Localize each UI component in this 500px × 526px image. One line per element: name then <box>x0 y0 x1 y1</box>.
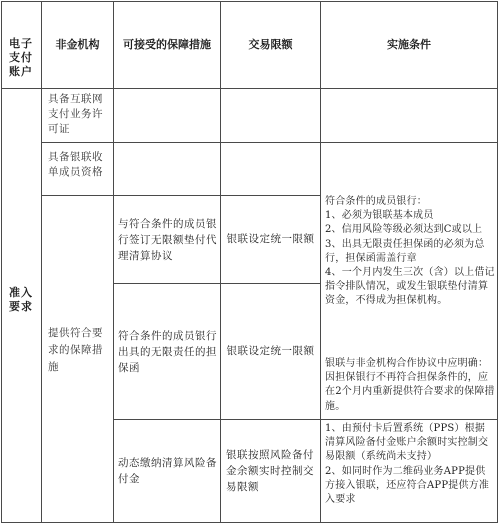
header-acceptable-measures <box>114 2 220 88</box>
measure-advance-settlement-agreement <box>118 196 218 283</box>
condition-bank-item-2: 2、信用风险等级必须达到C或以上 <box>325 224 483 236</box>
institution-unionpay-member <box>48 150 110 190</box>
measure-dynamic-reserve-deposit <box>118 420 218 522</box>
header-col5-label: 实施条件 <box>387 38 431 51</box>
institution-internet-text: 具备互联网支付业务许可证 <box>48 93 103 135</box>
condition-bank-item-1: 1、必须为银联基本成员 <box>325 210 434 222</box>
limit-realtime-reserve <box>226 420 318 522</box>
measure-1-text: 与符合条件的成员银行签订无限额垫付代理清算协议 <box>118 217 217 262</box>
row-label-text: 准入要求 <box>9 286 33 313</box>
header-implementation-conditions <box>321 2 497 88</box>
limit-unified-1 <box>222 196 319 283</box>
condition-bank-item-3: 3、出具无限责任担保函的必须为总行，担保函需盖行章 <box>325 238 485 264</box>
measure-2-text: 符合条件的成员银行出具的无限责任的担保函 <box>118 329 217 374</box>
limit-3-text: 银联按照风险备付金余额实时控制交易限额 <box>226 449 314 493</box>
measure-3-text: 动态缴纳清算风险备付金 <box>118 457 217 485</box>
header-col2-label: 非金机构 <box>55 38 100 51</box>
condition-agreement-note <box>325 357 495 417</box>
header-transaction-limit <box>221 2 320 88</box>
institution-guarantee-measures <box>48 320 110 380</box>
row-label-access-requirements <box>6 280 36 320</box>
header-col1-label: 电子支付账户 <box>9 37 33 78</box>
header-col4-label: 交易限额 <box>248 38 293 51</box>
header-electronic-account <box>4 30 38 86</box>
measure-unlimited-guarantee-letter <box>118 284 218 419</box>
condition-bank-intro: 符合条件的成员银行： <box>325 196 427 207</box>
condition-bank-item-4: 4、一个月内发生三次（含）以上借记指令排队情况，或发生银联垫付清算资金，不得成为担保机构。 <box>325 267 495 307</box>
institution-internet-payment-license <box>48 92 110 140</box>
header-col3-label: 可接受的保障措施 <box>123 38 211 51</box>
header-non-financial-institution <box>42 2 113 88</box>
limit-unified-2 <box>222 284 319 419</box>
conditions-bank-block <box>325 195 495 355</box>
limit-2-text: 银联设定统一限额 <box>226 345 315 357</box>
condition-prefund-item-2: 2、如同时作为二维码业务APP提供方接入银联，还应符合APP提供方准入要求 <box>325 465 490 506</box>
institution-guarantee-text: 提供符合要求的保障措施 <box>48 326 103 373</box>
agreement-note-text: 银联与非金机构合作协议中应明确：因担保银行不再符合担保条件的，应在2个月内重新提供符合要求的保障措施。 <box>325 358 495 412</box>
conditions-prefund-block <box>325 422 495 522</box>
institution-unionpay-text: 具备银联收单成员资格 <box>48 151 103 178</box>
limit-1-text: 银联设定统一限额 <box>226 233 315 245</box>
condition-prefund-item-1: 1、由预付卡后置系统（PPS）根据清算风险备付金账户余额时实控制交易限额（系统尚未支持） <box>325 423 489 463</box>
